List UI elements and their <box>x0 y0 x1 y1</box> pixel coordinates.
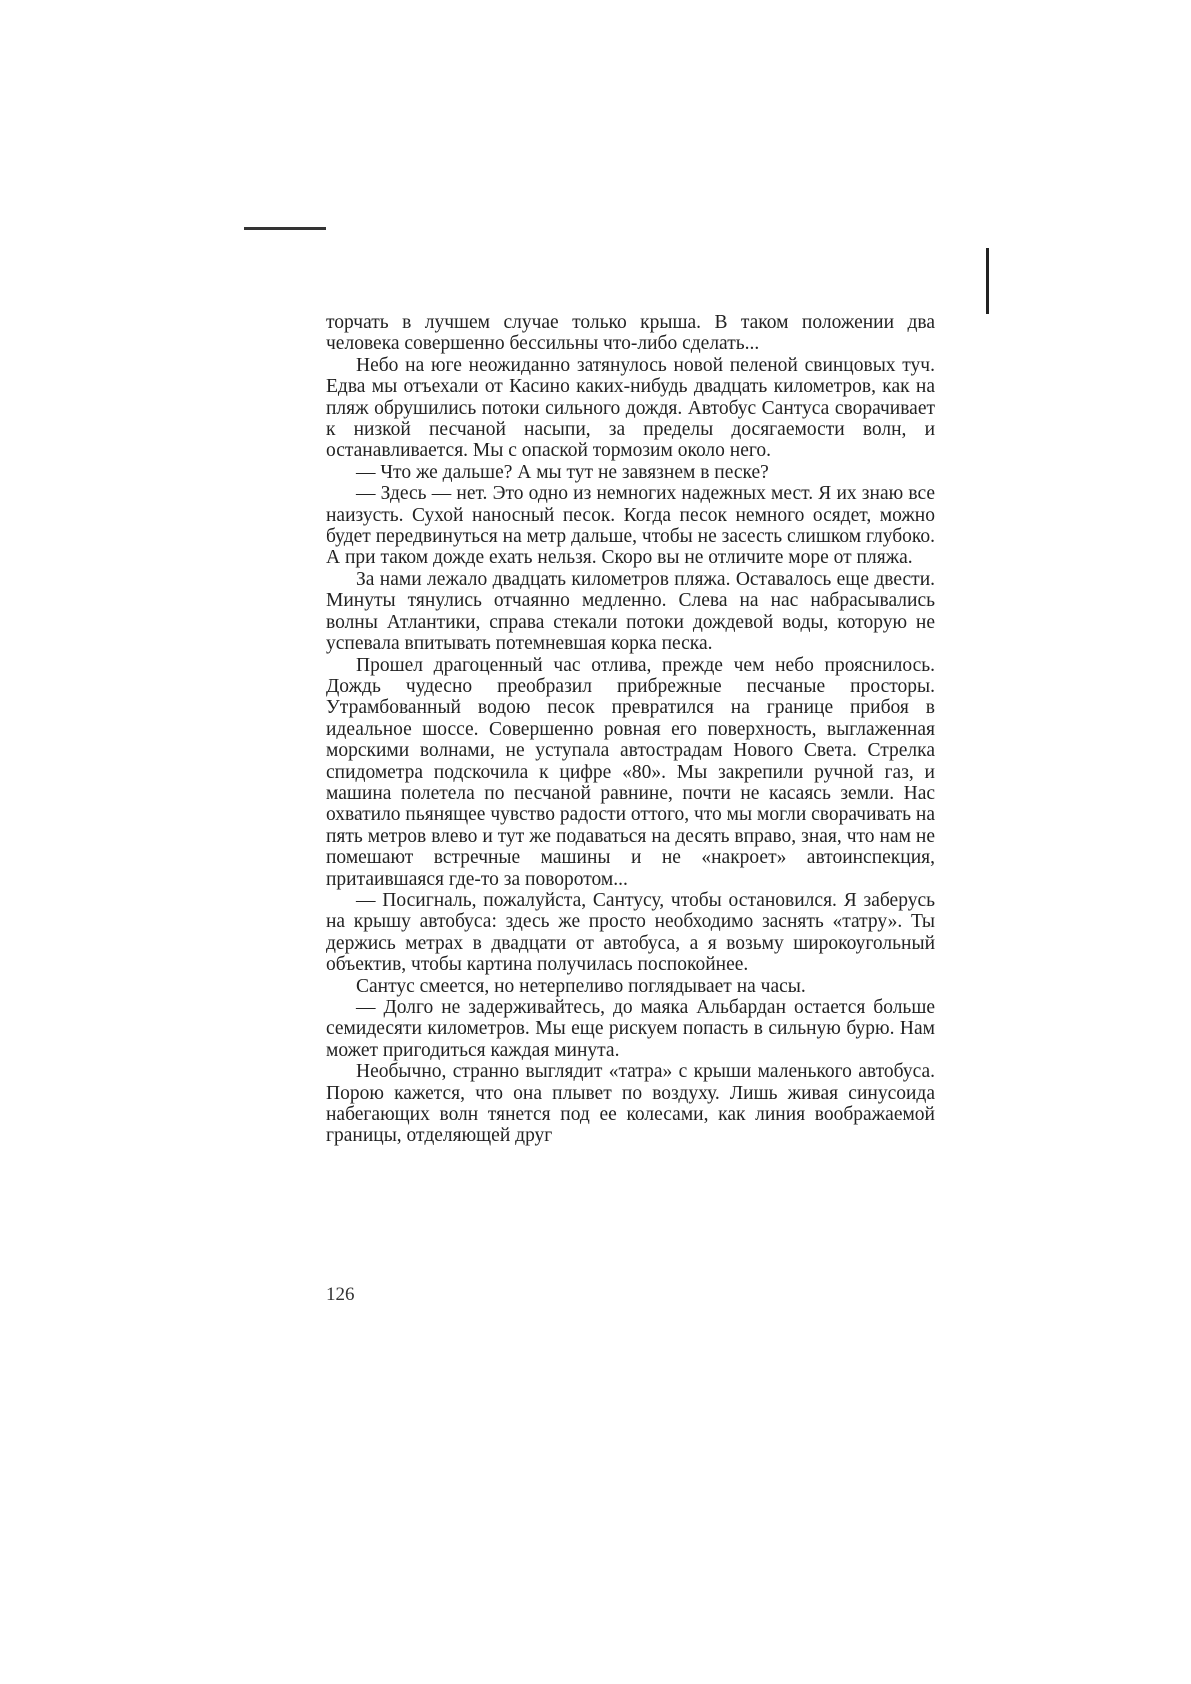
paragraph-5: За нами лежало двадцать километров пляжа. Оставалось еще двести. Минуты тянулись отчаянно медленно. Слева на нас набрасывались волны Атлантики, справа стекали потоки дождевой воды, которую не успевала впитывать потемневшая корка песка. <box>326 568 935 655</box>
paragraph-6: Прошел драгоценный час отлива, прежде чем небо прояснилось. Дождь чудесно преобразил прибрежные песчаные просторы. Утрамбованный водою песок превратился на границе прибоя в идеальное шоссе. Совершенно ровная его поверхность, выглаженная морскими волнами, не уступала автострадам Нового Света. Стрелка спидометра подскочила к цифре «80». Мы закрепили ручной газ, и машина полетела по песчаной равнине, почти не касаясь земли. Нас охватило пьянящее чувство радости оттого, что мы могли сворачивать на пять метров влево и тут же подаваться на десять вправо, зная, что нам не помешают встречные машины и не «накроет» автоинспекция, притаившаяся где-то за поворотом... <box>326 654 935 890</box>
paragraph-10: Необычно, странно выглядит «татра» с крыши маленького автобуса. Порою кажется, что она плывет по воздуху. Лишь живая синусоида набегающих волн тянется под ее колесами, как линия воображаемой границы, отделяющей друг <box>326 1061 935 1147</box>
paragraph-9: — Долго не задерживайтесь, до маяка Альбардан остается больше семидесяти километров. Мы еще рискуем попасть в сильную бурю. Нам может пригодиться каждая минута. <box>326 997 935 1061</box>
paragraph-3: — Что же дальше? А мы тут не завязнем в песке? <box>356 461 769 483</box>
paragraph-2: Небо на юге неожиданно затянулось новой пеленой свинцовых туч. Едва мы отъехали от Касино каких-нибудь двадцать километров, как на пляж обрушились потоки сильного дождя. Автобус Сантуса сворачивает к низкой песчаной насыпи, за пределы досягаемости волн, и останавливается. Мы с опаской тормозим около него. <box>326 354 935 462</box>
paragraph-4: — Здесь — нет. Это одно из немногих надежных мест. Я их знаю все наизусть. Сухой наносный песок. Когда песок немного осядет, можно будет передвинуться на метр дальше, чтобы не засесть слишком глубоко. А при таком дожде ехать нельзя. Скоро вы не отличите море от пляжа. <box>326 483 935 569</box>
paragraph-1: торчать в лучшем случае только крыша. В таком положении два человека совершенно бессильны что-либо сделать... <box>326 312 935 355</box>
paragraph-7: — Посигналь, пожалуйста, Сантусу, чтобы остановился. Я заберусь на крышу автобуса: здесь же просто необходимо заснять «татру». Ты держись метрах в двадцати от автобуса, а я возьму широкоугольный объектив, чтобы картина получилась поспокойнее. <box>326 889 935 976</box>
scan-edge-mark <box>986 248 989 314</box>
page-body <box>326 312 935 1147</box>
page-number: 126 <box>326 1284 355 1305</box>
paragraph-8: Сантус смеется, но нетерпеливо поглядывает на часы. <box>356 975 806 997</box>
margin-rule <box>244 227 326 230</box>
